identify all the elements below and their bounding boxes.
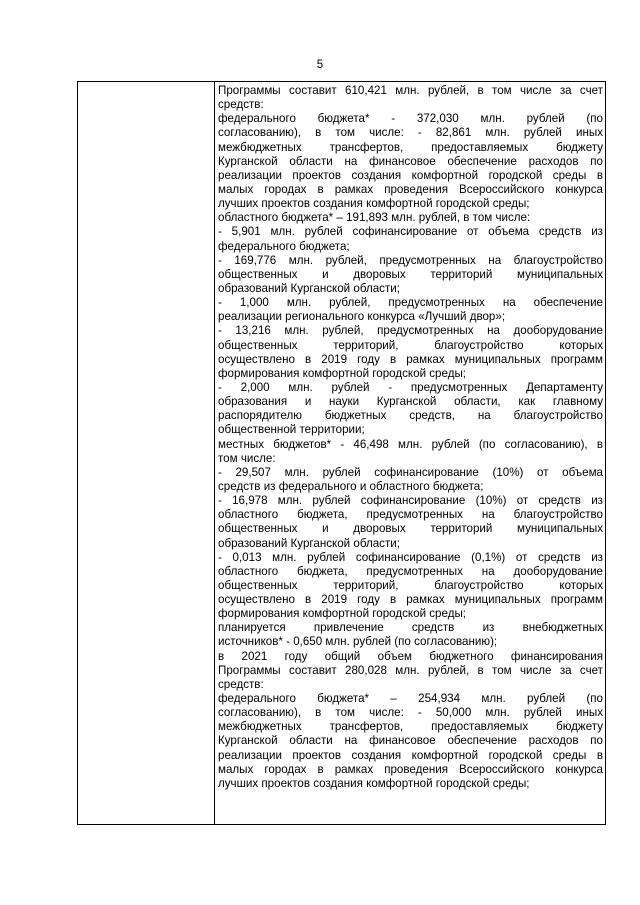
text-line: средств: <box>218 677 264 691</box>
text-line: федерального бюджета; <box>218 239 350 253</box>
text-line: планируется привлечение средств из внебюджетных <box>218 621 603 635</box>
text-line: общественных территорий, благоустройство которых <box>218 578 603 592</box>
text-line: реализации проектов создания комфортной городской среды в <box>218 168 603 182</box>
table-content-cell <box>215 82 606 825</box>
text-line: том числе: <box>218 451 276 465</box>
program-passport-table <box>77 81 606 825</box>
text-line: общественной территории; <box>218 423 365 437</box>
text-line: лучших проектов создания комфортной городской среды; <box>218 197 530 211</box>
text-line: лучших проектов создания комфортной городской среды; <box>218 776 530 790</box>
page-number: 5 <box>316 59 324 71</box>
text-line: Программы составит 610,421 млн. рублей, в том числе за счет <box>218 84 603 97</box>
text-line: - 13,216 млн. рублей, предусмотренных на дооборудование <box>218 324 603 338</box>
text-line: осуществлено в 2019 году в рамках муниципальных программ <box>218 593 603 607</box>
text-line: - 169,776 млн. рублей, предусмотренных на благоустройство <box>218 253 603 267</box>
text-line: в 2021 году общий объем бюджетного финансирования <box>218 649 603 663</box>
text-line: Курганской области на финансовое обеспечение расходов по <box>218 734 603 748</box>
text-line: образований Курганской области; <box>218 281 400 295</box>
table-row <box>78 82 606 825</box>
text-line: распорядителю бюджетных средств, на благоустройство <box>218 409 603 423</box>
text-line: межбюджетных трансфертов, предоставляемых бюджету <box>218 140 603 154</box>
text-line: осуществлено в 2019 году в рамках муниципальных программ <box>218 352 603 366</box>
text-line: формирования комфортной городской среды; <box>218 607 467 621</box>
text-line: согласованию), в том числе: - 50,000 млн. рублей иных <box>218 706 603 720</box>
text-line: Курганской области на финансовое обеспечение расходов по <box>218 154 603 168</box>
text-line: межбюджетных трансфертов, предоставляемых бюджету <box>218 720 603 734</box>
text-line: федерального бюджета* - 372,030 млн. рублей (по <box>218 112 603 126</box>
text-line: областного бюджета, предусмотренных на благоустройство <box>218 508 603 522</box>
text-line: областного бюджета* – 191,893 млн. рублей, в том числе: <box>218 211 531 225</box>
funding-text <box>215 82 605 791</box>
text-line: формирования комфортной городской среды; <box>218 366 467 380</box>
text-line: - 16,978 млн. рублей софинансирование (10%) от средств из <box>218 494 603 508</box>
text-line: источников* - 0,650 млн. рублей (по согласованию); <box>218 635 498 649</box>
text-line: общественных и дворовых территорий муниципальных <box>218 267 603 281</box>
text-line: средств из федерального и областного бюджета; <box>218 479 484 493</box>
text-line: образований Курганской области; <box>218 536 400 550</box>
text-line: - 5,901 млн. рублей софинансирование от объема средств из <box>218 225 603 239</box>
text-line: - 2,000 млн. рублей - предусмотренных Департаменту <box>218 380 603 394</box>
text-line: федерального бюджета* – 254,934 млн. рублей (по <box>218 692 603 706</box>
text-line: малых городах в рамках проведения Всероссийского конкурса <box>218 182 603 196</box>
table-label-cell <box>78 82 215 825</box>
text-line: - 1,000 млн. рублей, предусмотренных на обеспечение <box>218 296 603 310</box>
text-line: образования и науки Курганской области, как главному <box>218 395 603 409</box>
text-line: реализации проектов создания комфортной городской среды в <box>218 748 603 762</box>
text-line: - 0,013 млн. рублей софинансирование (0,1%) от средств из <box>218 550 603 564</box>
text-line: областного бюджета, предусмотренных на дооборудование <box>218 564 603 578</box>
text-line: согласованию), в том числе: - 82,861 млн. рублей иных <box>218 126 603 140</box>
text-line: Программы составит 280,028 млн. рублей, в том числе за счет <box>218 663 603 677</box>
text-line: общественных территорий, благоустройство которых <box>218 338 603 352</box>
text-line: реализации регионального конкурса «Лучший двор»; <box>218 310 506 324</box>
text-line: малых городах в рамках проведения Всероссийского конкурса <box>218 762 603 776</box>
text-line: средств: <box>218 98 264 112</box>
text-line: - 29,507 млн. рублей софинансирование (10%) от объема <box>218 465 603 479</box>
text-line: местных бюджетов* - 46,498 млн. рублей (по согласованию), в <box>218 437 603 451</box>
text-line: общественных и дворовых территорий муниципальных <box>218 522 603 536</box>
